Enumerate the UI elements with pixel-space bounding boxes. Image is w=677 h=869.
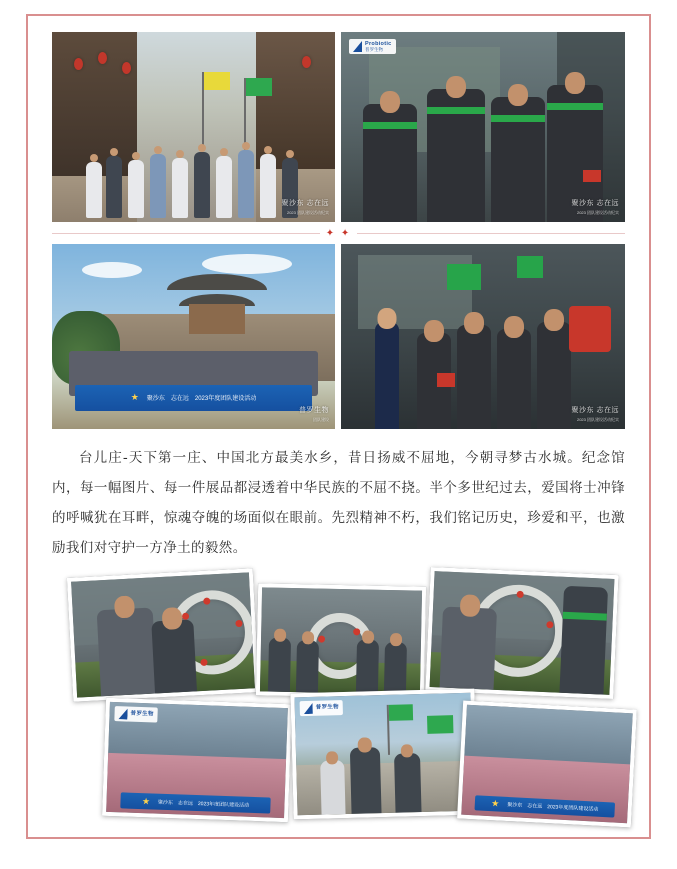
sail-icon [118,708,127,719]
photo-row-top [52,32,625,222]
body-paragraph: 台儿庄‑天下第一庄、中国北方最美水乡，昔日扬威不屈地，今朝寻梦古水城。纪念馆内，每一幅图片、每一件展品都浸透着中华民族的不屈不挠。半个多世纪过去，爱国将士冲锋的呼喊犹在耳畔，惊魂夺魄的场面似在眼前。先烈精神不朽，我们铭记历史，珍爱和平，也激励我们对守护一方净土的毅然。 [52,450,625,556]
sail-icon [304,703,313,714]
collage-photo-crowd-banner [457,701,637,828]
photo-row-second [52,244,625,429]
sail-icon [353,41,362,52]
person-figure [172,158,188,218]
person-figure [350,747,382,814]
photo-city-gate [52,244,335,429]
flag-green [447,264,481,290]
brand-logo [349,39,396,54]
flag-red-small [583,170,601,182]
person-figure [128,160,144,218]
flag-yellow [204,72,230,90]
photo-watermark: 聚沙东 志在远 2023 团队建设活动纪实 [281,200,329,215]
event-banner: ★ 聚沙东 志在远 2023年度团队建设活动 [121,792,271,813]
person-figure [151,619,197,693]
flag-green [389,704,413,721]
person-figure [375,322,399,429]
person-figure [268,637,291,692]
person-figure [356,639,379,694]
person-figure [363,104,417,222]
lantern-icon [302,56,311,68]
collage-photo-walking-team [290,689,477,820]
brand-text: 普罗生物 [315,704,340,711]
person-figure [497,329,531,429]
banner-star-icon: ★ [491,798,500,809]
photo-memorial-hall [341,32,625,222]
person-figure [491,97,545,222]
photo-watermark: 普罗生物 团队建设 [299,407,329,422]
person-figure [216,156,232,218]
person-figure [320,760,345,815]
flag-red-small [437,373,455,387]
person-figure [86,162,102,218]
person-figure [537,322,571,429]
article-content [52,32,625,869]
cloud-shape [202,254,292,274]
flag-green [427,715,453,734]
flag-red-large [569,306,611,352]
person-figure [394,753,422,813]
collage-photo-wreath-left [67,568,259,702]
cloud-shape [82,262,142,278]
banner-star-icon: ★ [141,795,151,806]
person-figure [457,325,491,429]
collage-photo-stage-group [102,698,292,822]
brand-text: Probiotic 普罗生物 [365,40,392,52]
collage-photo-team-lineup [256,583,426,698]
lantern-icon [98,52,107,64]
event-banner: ★ 聚沙东 志在远 2023年度团队建设活动 [475,795,615,817]
brand-text: 普罗生物 [130,710,154,718]
person-figure [296,640,319,692]
lantern-icon [122,62,131,74]
flag-green [246,78,272,96]
flag-green [517,256,543,278]
photo-watermark: 聚沙东 志在远 2023 团队建设活动纪实 [571,407,619,422]
person-figure [97,608,157,697]
banner-star-icon: ★ [130,392,139,402]
event-banner: ★ 聚沙东 志在远 2023年度团队建设活动 [75,385,313,411]
photo-collage [52,569,625,869]
tower-roof-upper [167,274,267,290]
photo-ancient-street [52,32,335,222]
tower-body [189,304,245,334]
person-figure [427,89,485,222]
ornament-divider [52,222,625,244]
person-figure [194,152,210,218]
person-figure [150,154,166,218]
person-figure [440,606,497,689]
person-figure [384,642,407,694]
gate-tower [177,274,257,334]
lantern-icon [74,58,83,70]
photo-indoor-group [341,244,625,429]
brand-logo [114,706,158,722]
person-figure [238,150,254,218]
photo-watermark: 聚沙东 志在远 2023 团队建设活动纪实 [571,200,619,215]
collage-photo-wreath-right [425,567,618,699]
divider-stars: ✦ ✦ [320,228,358,239]
brand-logo [300,700,344,716]
person-figure [106,156,122,218]
person-figure [559,586,608,695]
person-figure [260,154,276,218]
